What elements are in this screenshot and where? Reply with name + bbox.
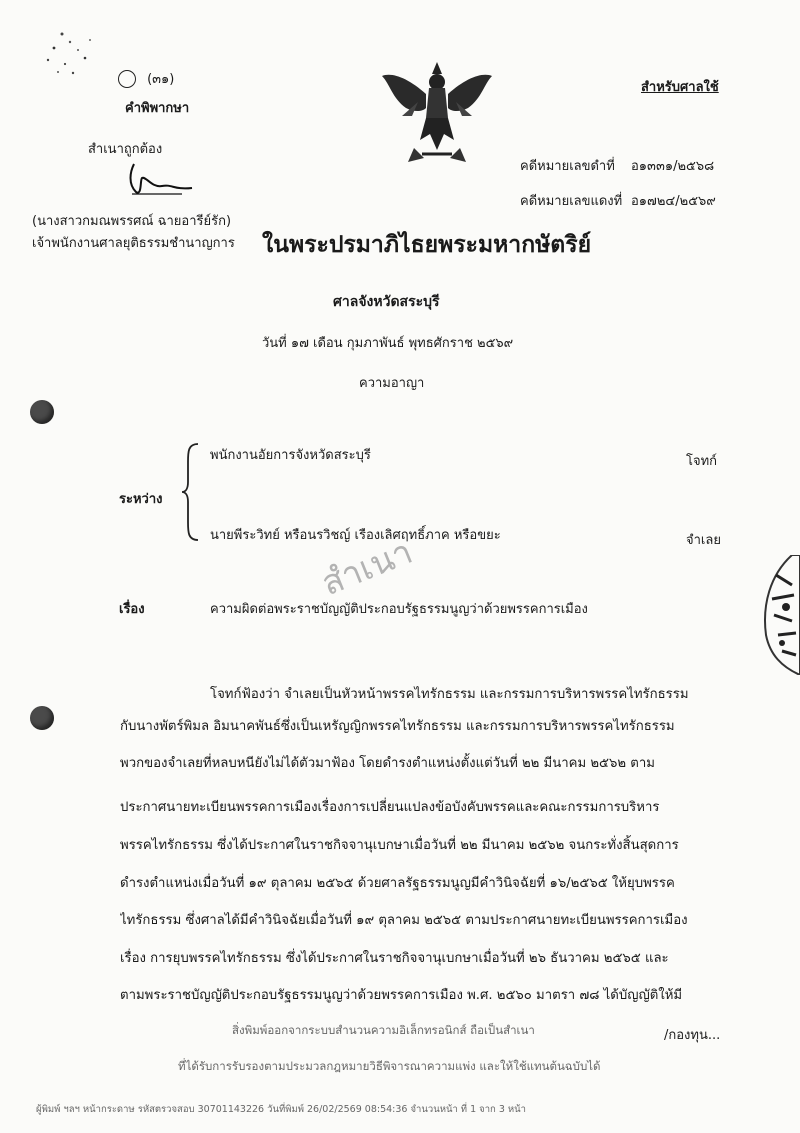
court-name: ศาลจังหวัดสระบุรี (333, 294, 440, 310)
plaintiff-role: โจทก์ (686, 454, 718, 469)
body-line: กับนางพัตร์พิมล อิมนาคพันธ์ซึ่งเป็นเหรัญญิกพรรคไทรักธรรม และกรรมการบริหารพรรคไทรักธรรม (120, 719, 675, 734)
punch-hole-bottom (30, 706, 54, 730)
between-label: ระหว่าง (119, 492, 163, 507)
body-line: ตามพระราชบัญญัติประกอบรัฐธรรมนูญว่าด้วยพรรคการเมือง พ.ศ. ๒๕๖๐ มาตรา ๗๘ ได้บัญญัติให้มี (120, 988, 683, 1003)
case-type: ความอาญา (359, 376, 425, 391)
court-use-label: สำหรับศาลใช้ (641, 80, 719, 95)
edge-seal-icon (752, 555, 800, 679)
body-line: ประกาศนายทะเบียนพรรคการเมืองเรื่องการเปลี่ยนแปลงข้อบังคับพรรคและคณะกรรมการบริหาร (120, 800, 660, 815)
scan-speckles (40, 28, 110, 87)
party-brace (180, 442, 202, 546)
certified-copy: สำเนาถูกต้อง (88, 142, 163, 157)
official-name: (นางสาวกมณพรรศณ์ ฉายอารีย์รัก) (32, 214, 232, 229)
red-case-label: คดีหมายเลขแดงที่ (520, 194, 623, 209)
body-line: ไทรักธรรม ซึ่งศาลได้มีคำวินิจฉัยเมื่อวันที่ ๑๙ ตุลาคม ๒๕๖๕ ตามประกาศนายทะเบียนพรรคการเมือง (120, 913, 688, 928)
body-line: พวกของจำเลยที่หลบหนียังไม่ได้ตัวมาฟ้อง โดยดำรงตำแหน่งตั้งแต่วันที่ ๒๒ มีนาคม ๒๕๖๒ ตาม (120, 756, 655, 771)
defendant-role: จำเลย (686, 533, 721, 548)
body-line: เรื่อง การยุบพรรคไทรักธรรม ซึ่งได้ประกาศในราชกิจจานุเบกษาเมื่อวันที่ ๒๖ ธันวาคม ๒๕๖๕ และ (120, 951, 669, 966)
subject-text: ความผิดต่อพระราชบัญญัติประกอบรัฐธรรมนูญว่าด้วยพรรคการเมือง (210, 602, 588, 617)
doc-type: คำพิพากษา (125, 101, 190, 116)
print-note: สิ่งพิมพ์ออกจากระบบสำนวนความอิเล็กทรอนิกส์ ถือเป็นสำเนา (232, 1023, 535, 1037)
official-title: เจ้าพนักงานศาลยุติธรรมชำนาญการ (32, 236, 235, 251)
royal-title: ในพระปรมาภิไธยพระมหากษัตริย์ (262, 232, 592, 258)
punch-hole-top (30, 400, 54, 424)
red-case-number: อ๑๗๒๔/๒๕๖๙ (631, 194, 716, 209)
continuation-mark: /กองทุน... (664, 1028, 721, 1043)
header-left (118, 68, 174, 89)
plaintiff-name: พนักงานอัยการจังหวัดสระบุรี (210, 448, 371, 463)
garuda-emblem-icon (378, 58, 496, 172)
black-case-number: อ๑๓๓๑/๒๕๖๘ (631, 159, 715, 174)
judgment-date: วันที่ ๑๗ เดือน กุมภาพันธ์ พุทธศักราช ๒๕๖๙ (262, 336, 514, 351)
copy-stamp: สำเนา (316, 531, 419, 605)
subject-label: เรื่อง (119, 602, 145, 617)
defendant-name: นายพีระวิทย์ หรือนรวิชญ์ เรืองเลิศฤทธิ์ภาค หรือขยะ (210, 528, 501, 543)
certification-note: ที่ได้รับการรับรองตามประมวลกฎหมายวิธีพิจารณาความแพ่ง และให้ใช้แทนต้นฉบับได้ (178, 1059, 601, 1073)
system-footer: ผู้พิมพ์ ฯลฯ หน้ากระดาษ รหัสตรวจสอบ 30701143226 วันที่พิมพ์ 26/02/2569 08:54:36 จำนวนหน้า ที่ 1 จาก 3 หน้า (36, 1104, 526, 1115)
form-number: (๓๑) (147, 72, 175, 87)
circle-mark-icon (118, 70, 136, 88)
black-case-label: คดีหมายเลขดำที่ (520, 159, 615, 174)
body-line: พรรคไทรักธรรม ซึ่งได้ประกาศในราชกิจจานุเบกษาเมื่อวันที่ ๒๒ มีนาคม ๒๕๖๒ จนกระทั่งสิ้นสุดการ (120, 838, 679, 853)
body-line: โจทก์ฟ้องว่า จำเลยเป็นหัวหน้าพรรคไทรักธรรม และกรรมการบริหารพรรคไทรักธรรม (210, 687, 689, 702)
body-line: ดำรงตำแหน่งเมื่อวันที่ ๑๙ ตุลาคม ๒๕๖๕ ด้วยศาลรัฐธรรมนูญมีคำวินิจฉัยที่ ๑๖/๒๕๖๕ ให้ยุบพรรค (120, 876, 675, 891)
signature (122, 160, 202, 204)
